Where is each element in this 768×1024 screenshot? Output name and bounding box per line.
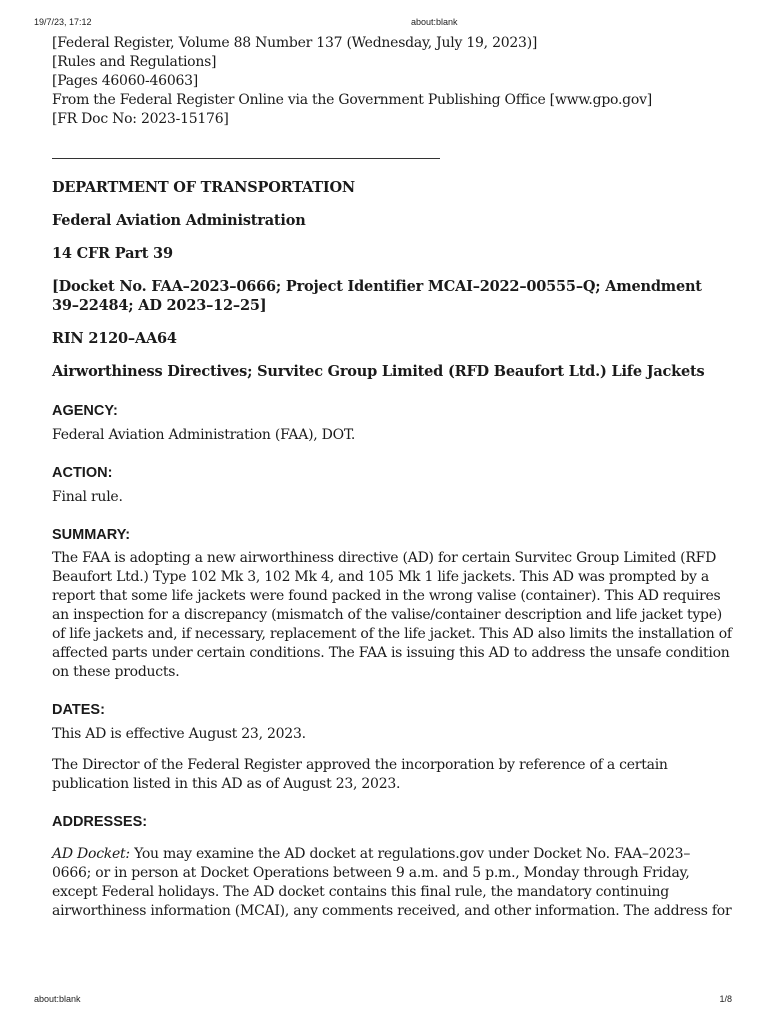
print-header <box>0 17 768 29</box>
agency-text: Federal Aviation Administration (FAA), DOT. <box>52 427 356 443</box>
action-label: ACTION: <box>52 465 113 481</box>
docket-heading-line: 39–22484; AD 2023–12–25] <box>52 297 267 314</box>
print-url: about:blank <box>411 17 458 27</box>
preamble-volume: [Federal Register, Volume 88 Number 137 (Wednesday, July 19, 2023)] <box>52 35 538 51</box>
summary-line: of life jackets and, if necessary, replacement of the life jacket. This AD also limits the installation of <box>52 626 732 642</box>
ad-docket-line: except Federal holidays. The AD docket contains this final rule, the mandatory continuing <box>52 884 669 900</box>
preamble-category: [Rules and Regulations] <box>52 54 217 70</box>
print-datetime: 19/7/23, 17:12 <box>34 17 92 27</box>
addresses-label: ADDRESSES: <box>52 814 148 830</box>
preamble-pages: [Pages 46060-46063] <box>52 73 198 89</box>
ibr-approval-text <box>52 756 732 794</box>
document-title: Airworthiness Directives; Survitec Group Limited (RFD Beaufort Ltd.) Life Jackets <box>52 363 705 380</box>
summary-line: report that some life jackets were found packed in the wrong valise (container). This AD requires <box>52 588 721 604</box>
preamble-source: From the Federal Register Online via the Government Publishing Office [www.gpo.gov] <box>52 92 652 108</box>
ad-docket-line: 0666; or in person at Docket Operations between 9 a.m. and 5 p.m., Monday through Friday, <box>52 865 690 881</box>
summary-line: on these products. <box>52 664 180 680</box>
summary-line: Beaufort Ltd.) Type 102 Mk 3, 102 Mk 4, and 105 Mk 1 life jackets. This AD was prompted by a <box>52 569 709 585</box>
dates-label: DATES: <box>52 702 105 718</box>
footer-url: about:blank <box>34 994 81 1004</box>
summary-text <box>52 549 732 682</box>
rin-heading: RIN 2120–AA64 <box>52 330 177 347</box>
ad-docket-text: You may examine the AD docket at regulations.gov under Docket No. FAA–2023– <box>129 846 691 862</box>
federal-register-preamble <box>52 34 732 129</box>
ad-docket-line <box>52 845 732 864</box>
summary-label: SUMMARY: <box>52 527 131 543</box>
cfr-heading: 14 CFR Part 39 <box>52 245 173 262</box>
document-body <box>52 34 732 921</box>
agency-label: AGENCY: <box>52 403 118 419</box>
ad-docket-line: airworthiness information (MCAI), any comments received, and other information. The address for <box>52 903 732 919</box>
page-number: 1/8 <box>719 994 732 1004</box>
section-divider <box>52 158 440 159</box>
docket-heading <box>52 277 732 315</box>
docket-heading-line: [Docket No. FAA–2023–0666; Project Identifier MCAI–2022–00555–Q; Amendment <box>52 278 702 295</box>
effective-date-text: This AD is effective August 23, 2023. <box>52 726 306 742</box>
ibr-line: publication listed in this AD as of August 23, 2023. <box>52 776 401 792</box>
department-heading: DEPARTMENT OF TRANSPORTATION <box>52 179 355 196</box>
ibr-line: The Director of the Federal Register approved the incorporation by reference of a certain <box>52 757 668 773</box>
summary-line: an inspection for a discrepancy (mismatch of the valise/container description and life jacket type) <box>52 607 722 623</box>
summary-line: affected parts under certain conditions. The FAA is issuing this AD to address the unsafe condition <box>52 645 730 661</box>
ad-docket-label: AD Docket: <box>52 846 130 862</box>
summary-line: The FAA is adopting a new airworthiness directive (AD) for certain Survitec Group Limited (RFD <box>52 550 717 566</box>
ad-docket-paragraph <box>52 845 732 921</box>
preamble-fr-doc: [FR Doc No: 2023-15176] <box>52 111 229 127</box>
agency-heading: Federal Aviation Administration <box>52 212 306 229</box>
action-text: Final rule. <box>52 489 123 505</box>
print-footer <box>0 994 768 1006</box>
